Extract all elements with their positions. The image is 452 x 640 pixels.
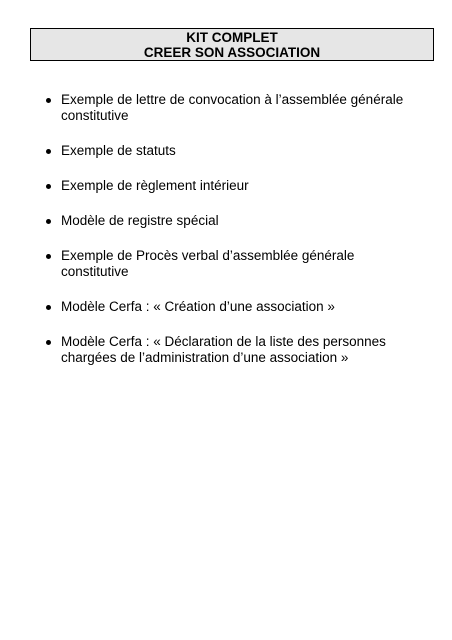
bullet-icon — [46, 98, 51, 103]
list-item — [44, 213, 424, 229]
list-item — [44, 334, 424, 366]
list-item-text: Exemple de statuts — [61, 143, 176, 158]
list-item-text: Modèle de registre spécial — [61, 213, 219, 228]
list-item-text: Modèle Cerfa : « Déclaration de la liste des personnes chargées de l’administration d’une association » — [61, 334, 386, 365]
list-item-text: Modèle Cerfa : « Création d’une association » — [61, 299, 335, 314]
bullet-icon — [46, 149, 51, 154]
title-box — [30, 28, 434, 61]
bullet-icon — [46, 184, 51, 189]
list-item — [44, 248, 424, 280]
list-item — [44, 178, 424, 194]
list-item-text: Exemple de Procès verbal d’assemblée générale constitutive — [61, 248, 355, 279]
bullet-icon — [46, 340, 51, 345]
list-item — [44, 299, 424, 315]
list-item — [44, 92, 424, 124]
bullet-icon — [46, 219, 51, 224]
content-list — [44, 92, 424, 385]
list-item-text: Exemple de lettre de convocation à l’assemblée générale constitutive — [61, 92, 404, 123]
title-line-2: CREER SON ASSOCIATION — [143, 45, 321, 60]
list-item-text: Exemple de règlement intérieur — [61, 178, 249, 193]
title-line-1: KIT COMPLET — [186, 30, 278, 45]
bullet-icon — [46, 254, 51, 259]
bullet-icon — [46, 305, 51, 310]
list-item — [44, 143, 424, 159]
